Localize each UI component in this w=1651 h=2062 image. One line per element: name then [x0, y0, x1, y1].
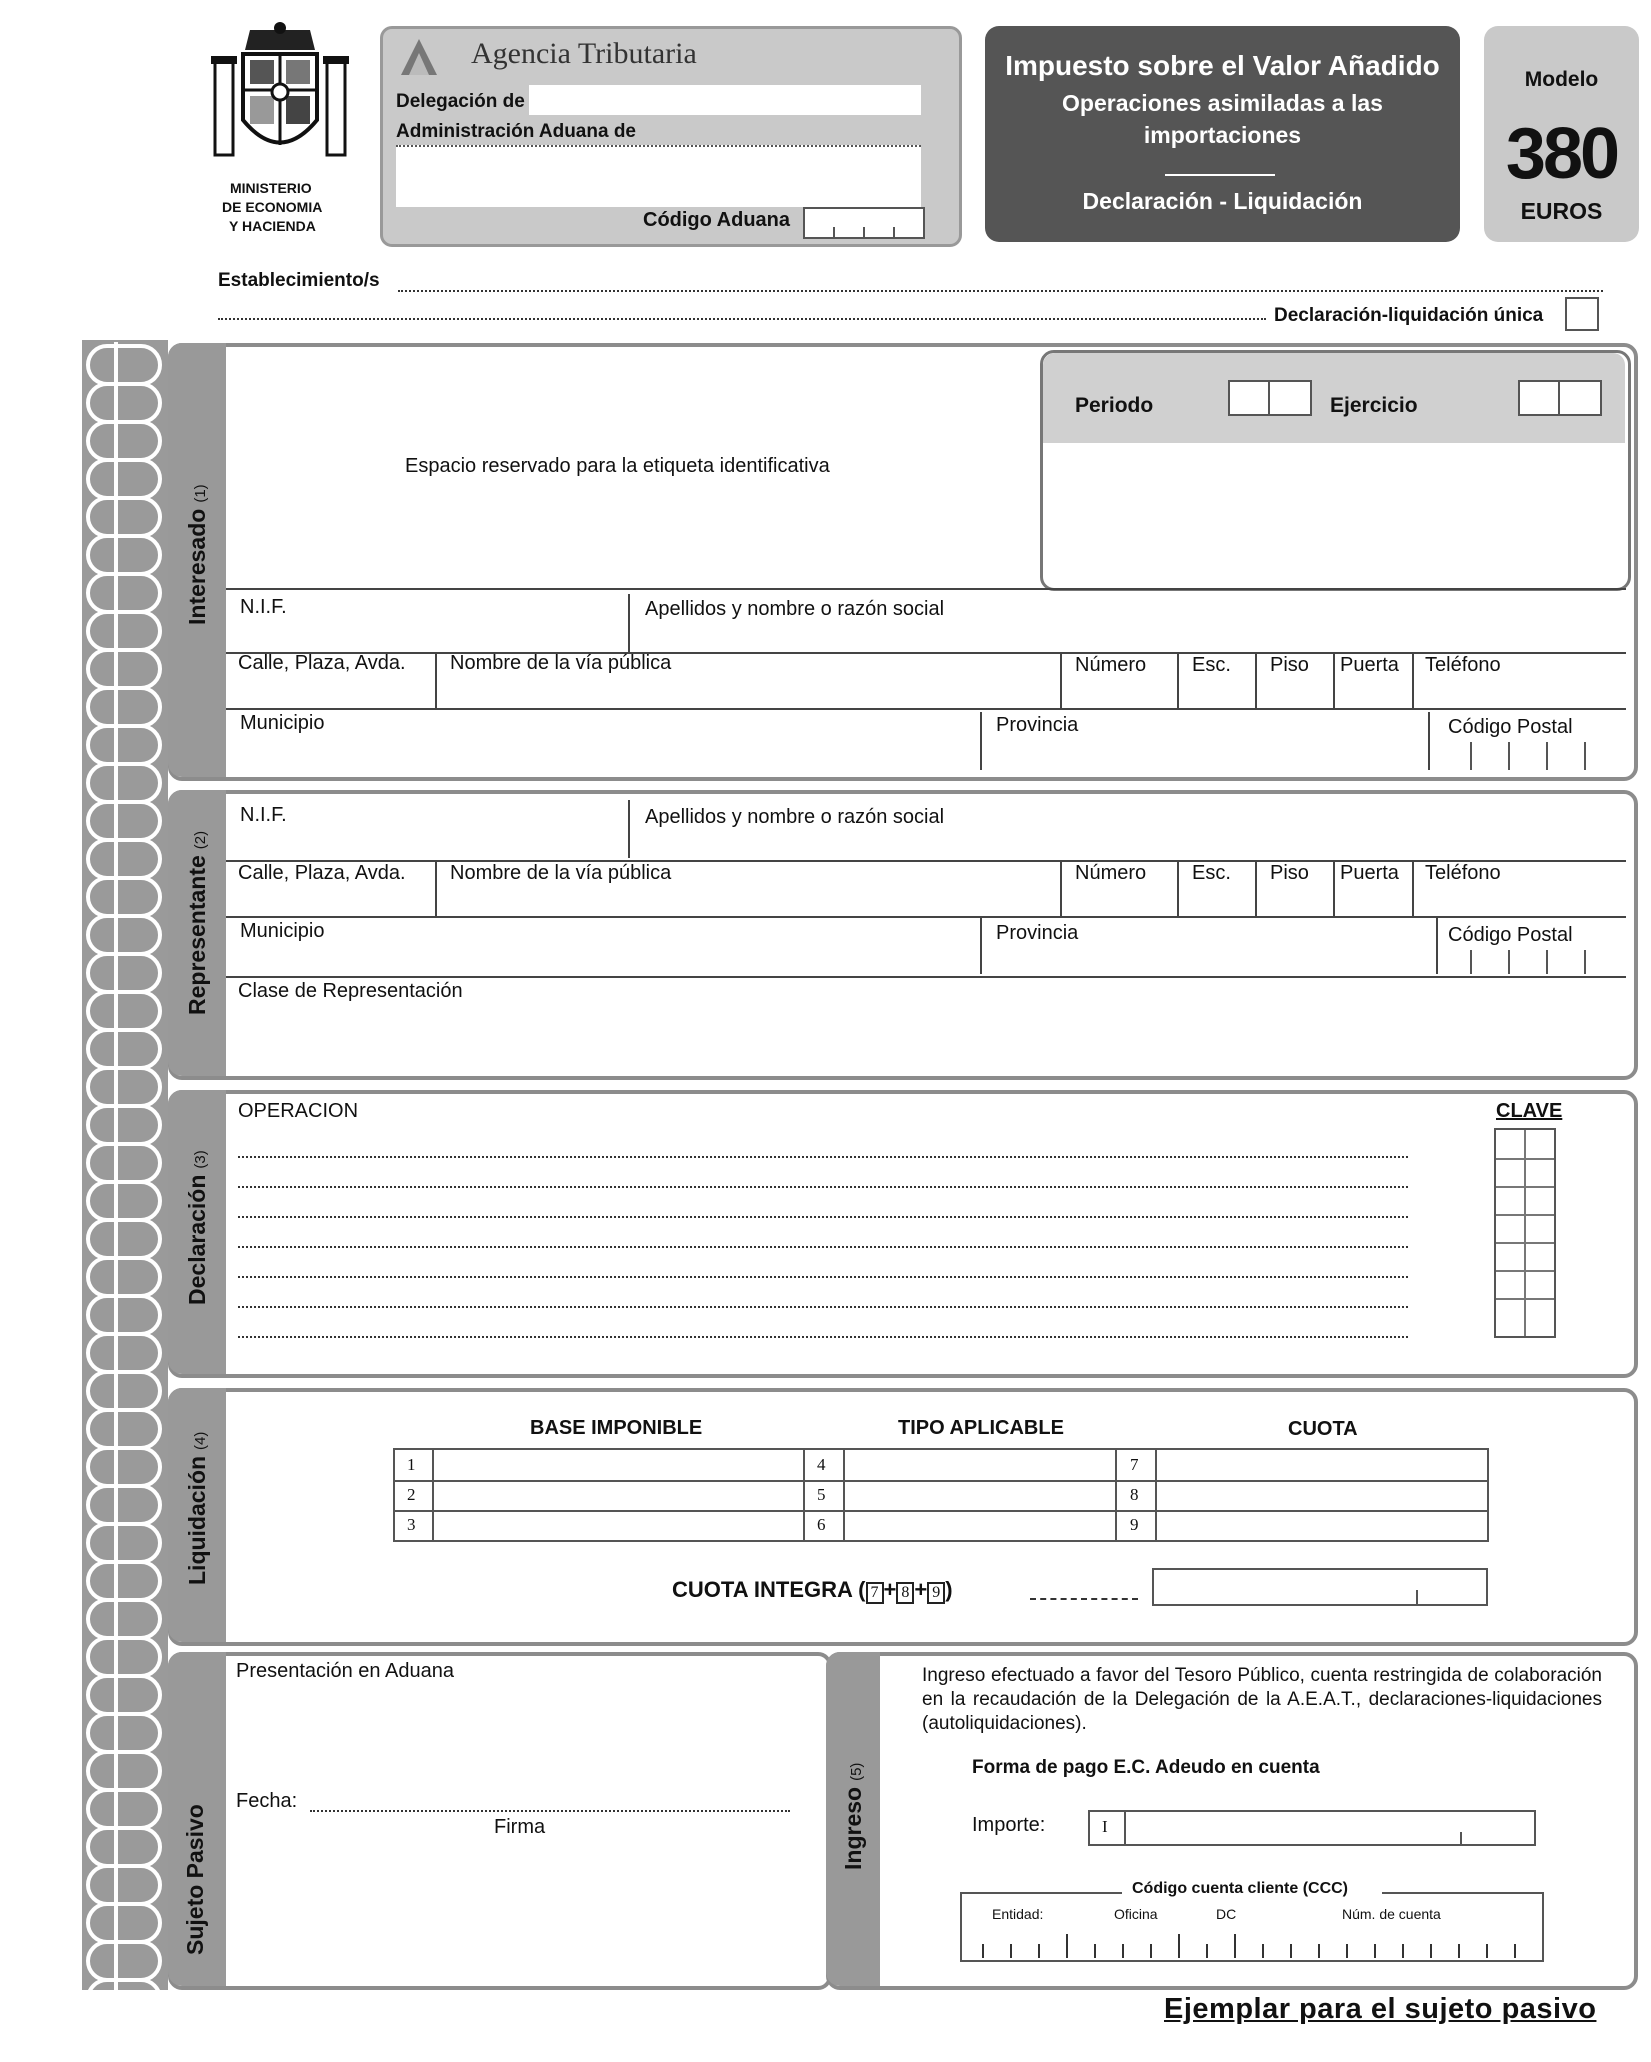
rep-via-label: Nombre de la vía pública: [450, 862, 672, 884]
decorative-loop: [86, 1446, 162, 1488]
rep-clase-label: Clase de Representación: [238, 980, 463, 1002]
codigo-aduana-label: Código Aduana: [643, 209, 791, 231]
base-num-3: 3: [407, 1515, 416, 1534]
clave-label: CLAVE: [1496, 1100, 1563, 1122]
tipo-num-6: 6: [817, 1515, 826, 1534]
operacion-line-4[interactable]: [238, 1230, 1408, 1248]
ccc-digit-tick: [1234, 1934, 1236, 1958]
operacion-line-3[interactable]: [238, 1200, 1408, 1218]
cuota-integra-label: CUOTA INTEGRA ( 7 + 8 + 9 ): [672, 1577, 953, 1602]
cuota-field-9[interactable]: [1157, 1512, 1483, 1538]
title-divider: [1165, 174, 1275, 176]
apellidos-label: Apellidos y nombre o razón social: [645, 598, 945, 620]
via-label: Nombre de la vía pública: [450, 652, 672, 674]
decorative-loop: [86, 1560, 162, 1602]
rep-provincia-label: Provincia: [996, 922, 1079, 944]
administracion-label: Administración Aduana de: [396, 121, 636, 142]
cuota-field-8[interactable]: [1157, 1482, 1483, 1508]
operacion-line-6[interactable]: [238, 1290, 1408, 1308]
cuota-num-7: 7: [1130, 1455, 1139, 1474]
footer-title: Ejemplar para el sujeto pasivo: [1164, 1993, 1597, 2025]
periodo-field[interactable]: [1228, 380, 1312, 416]
decorative-loop: [86, 1218, 162, 1260]
ccc-digit-tick: [1122, 1944, 1124, 1958]
ccc-digit-tick: [1318, 1944, 1320, 1958]
rep-codigo-postal-label: Código Postal: [1448, 924, 1573, 946]
ccc-digit-tick: [1150, 1944, 1152, 1958]
ccc-digit-tick: [1010, 1944, 1012, 1958]
decorative-loop: [86, 800, 162, 842]
establecimiento-field-2[interactable]: [218, 300, 1266, 320]
agency-box: [380, 26, 962, 247]
piso-label: Piso: [1270, 654, 1309, 676]
rep-apellidos-label: Apellidos y nombre o razón social: [645, 806, 945, 828]
ccc-title: Código cuenta cliente (CCC): [1132, 1880, 1349, 1897]
firma-label: Firma: [494, 1816, 546, 1838]
operacion-line-2[interactable]: [238, 1170, 1408, 1188]
base-field-2[interactable]: [435, 1482, 801, 1508]
importe-field[interactable]: [1088, 1810, 1536, 1846]
ccc-digit-tick: [1430, 1944, 1432, 1958]
agency-name: Agencia Tributaria: [471, 37, 697, 70]
ccc-digit-tick: [1262, 1944, 1264, 1958]
fecha-label: Fecha:: [236, 1790, 298, 1812]
decorative-loop: [86, 1826, 162, 1868]
interesado-side-label: Interesado(1): [184, 484, 210, 625]
ccc-digit-tick: [1206, 1944, 1208, 1958]
importe-prefix: I: [1102, 1817, 1108, 1836]
ccc-digit-tick: [1402, 1944, 1404, 1958]
rep-calle-label: Calle, Plaza, Avda.: [238, 862, 406, 884]
title-line-1: Impuesto sobre el Valor Añadido: [1005, 50, 1440, 81]
ccc-entidad-label: Entidad:: [992, 1906, 1044, 1922]
decorative-loop: [86, 534, 162, 576]
cuota-field-7[interactable]: [1157, 1452, 1483, 1478]
liquidacion-grid: [393, 1448, 1489, 1542]
establecimiento-field[interactable]: [398, 272, 1603, 292]
decorative-loop: [86, 1750, 162, 1792]
ccc-digit-tick: [1346, 1944, 1348, 1958]
tipo-field-6[interactable]: [845, 1512, 1113, 1538]
decorative-loop: [86, 1256, 162, 1298]
operacion-line-7[interactable]: [238, 1320, 1408, 1338]
ingreso-side-label: Ingreso(5): [840, 1762, 866, 1870]
ministry-line-2: DE ECONOMIA: [222, 199, 323, 215]
apellidos-field[interactable]: [645, 622, 1615, 650]
decorative-loop: [86, 1674, 162, 1716]
modelo-number: 380: [1505, 114, 1618, 194]
rep-numero-label: Número: [1075, 862, 1147, 884]
nif-label: N.I.F.: [240, 596, 287, 618]
presentacion-label: Presentación en Aduana: [236, 1660, 454, 1682]
municipio-label: Municipio: [240, 712, 325, 734]
etiqueta-text: Espacio reservado para la etiqueta identificativa: [405, 455, 830, 477]
decorative-loop: [86, 648, 162, 690]
sujeto-pasivo-side-label: Sujeto Pasivo: [182, 1804, 208, 1955]
rep-esc-label: Esc.: [1192, 862, 1231, 884]
rep-nif-field[interactable]: [240, 828, 620, 856]
decorative-loop: [86, 1066, 162, 1108]
decorative-loop: [86, 876, 162, 918]
decorative-loop: [86, 762, 162, 804]
decorative-loop: [86, 1978, 162, 1990]
administracion-field[interactable]: [396, 145, 921, 207]
ministry-line-1: MINISTERIO: [230, 180, 312, 196]
decorative-loop: [86, 1864, 162, 1906]
decorative-loop: [86, 1788, 162, 1830]
declaracion-side-label: Declaración(3): [184, 1150, 210, 1305]
ccc-digit-tick: [1094, 1944, 1096, 1958]
decorative-loop: [86, 572, 162, 614]
cuota-integra-leader: [1030, 1598, 1138, 1600]
calle-label: Calle, Plaza, Avda.: [238, 652, 406, 674]
delegacion-field[interactable]: [529, 85, 921, 115]
numero-label: Número: [1075, 654, 1147, 676]
title-line-2: Operaciones asimiladas a las: [1062, 90, 1383, 116]
modelo-currency: EUROS: [1520, 198, 1603, 224]
decorative-loop: [86, 914, 162, 956]
ccc-oficina-label: Oficina: [1114, 1906, 1158, 1922]
operacion-label: OPERACION: [238, 1100, 359, 1122]
tipo-field-4[interactable]: [845, 1452, 1113, 1478]
decorative-loop: [86, 420, 162, 462]
tipo-aplicable-header: TIPO APLICABLE: [898, 1417, 1064, 1439]
decorative-loop: [86, 458, 162, 500]
rep-puerta-label: Puerta: [1340, 862, 1399, 884]
municipio-field[interactable]: [240, 738, 970, 766]
decorative-loop: [86, 838, 162, 880]
decorative-loop: [86, 382, 162, 424]
ccc-dc-label: DC: [1216, 1906, 1237, 1922]
clave-field[interactable]: [1494, 1128, 1556, 1338]
declaracion-unica-checkbox[interactable]: [1565, 297, 1599, 331]
ccc-digit-tick: [1038, 1944, 1040, 1958]
base-field-1[interactable]: [435, 1452, 801, 1478]
base-imponible-header: BASE IMPONIBLE: [530, 1417, 703, 1439]
liquidacion-side-label: Liquidación(4): [184, 1431, 210, 1585]
modelo-label: Modelo: [1524, 68, 1599, 91]
forma-pago-label: Forma de pago E.C. Adeudo en cuenta: [972, 1757, 1320, 1778]
ccc-digit-tick: [982, 1944, 984, 1958]
decorative-loop: [86, 990, 162, 1032]
ccc-digit-tick: [1458, 1944, 1460, 1958]
operacion-line-1[interactable]: [238, 1140, 1408, 1158]
decorative-loop: [86, 1180, 162, 1222]
decorative-loop: [86, 344, 162, 386]
tipo-num-5: 5: [817, 1485, 826, 1504]
representante-side-label: Representante(2): [184, 830, 210, 1015]
decorative-loop: [86, 1712, 162, 1754]
rep-telefono-label: Teléfono: [1425, 862, 1501, 884]
establecimiento-label: Establecimiento/s: [218, 270, 380, 291]
decorative-loop: [86, 952, 162, 994]
agency-logo-icon: [399, 37, 439, 77]
ccc-numcuenta-label: Núm. de cuenta: [1342, 1906, 1441, 1922]
decorative-loop: [86, 1940, 162, 1982]
cuota-header: CUOTA: [1288, 1418, 1358, 1440]
base-num-1: 1: [407, 1455, 416, 1474]
cuota-num-9: 9: [1130, 1515, 1139, 1534]
via-field[interactable]: [450, 678, 1050, 704]
decorative-loop: [86, 1332, 162, 1374]
rep-clase-field[interactable]: [238, 1006, 1618, 1062]
rep-municipio-label: Municipio: [240, 920, 325, 942]
decorative-loop: [86, 610, 162, 652]
modelo-box: [1484, 26, 1639, 242]
ccc-digit-tick: [1290, 1944, 1292, 1958]
periodo-label: Periodo: [1075, 394, 1154, 417]
decorative-loop: [86, 1408, 162, 1450]
codigo-postal-label: Código Postal: [1448, 716, 1573, 738]
delegacion-label: Delegación de: [396, 91, 525, 112]
tipo-field-5[interactable]: [845, 1482, 1113, 1508]
ccc-box[interactable]: [960, 1892, 1544, 1962]
decorative-loop: [86, 1598, 162, 1640]
base-num-2: 2: [407, 1485, 416, 1504]
operacion-line-5[interactable]: [238, 1260, 1408, 1278]
provincia-label: Provincia: [996, 714, 1079, 736]
coat-of-arms-icon: [205, 20, 355, 170]
telefono-label: Teléfono: [1425, 654, 1501, 676]
decorative-loop: [86, 1636, 162, 1678]
title-line-3: importaciones: [1143, 122, 1302, 148]
ingreso-text: Ingreso efectuado a favor del Tesoro Público, cuenta restringida de colaboración en la recaudación de la Delegación de la A.E.A.T., declaraciones-liquidaciones (autoliquidaciones).: [922, 1665, 1602, 1734]
decorative-side-strip: [82, 340, 168, 1990]
ccc-digit-tick: [1374, 1944, 1376, 1958]
title-line-4: Declaración - Liquidación: [1082, 188, 1363, 214]
nif-field[interactable]: [240, 620, 620, 648]
puerta-label: Puerta: [1340, 654, 1399, 676]
ministry-line-3: Y HACIENDA: [229, 218, 316, 234]
rep-codigo-postal-field[interactable]: [1440, 948, 1620, 974]
importe-label: Importe:: [972, 1814, 1046, 1836]
ccc-digit-tick: [1066, 1934, 1068, 1958]
decorative-loop: [86, 1294, 162, 1336]
decorative-loop: [86, 1484, 162, 1526]
cuota-integra-field[interactable]: [1152, 1568, 1488, 1606]
decorative-loop: [86, 686, 162, 728]
ccc-digit-tick: [1486, 1944, 1488, 1958]
decorative-loop: [86, 1142, 162, 1184]
ccc-digit-tick: [1514, 1944, 1516, 1958]
decorative-loop: [86, 496, 162, 538]
rep-nif-label: N.I.F.: [240, 804, 287, 826]
declaracion-unica-label: Declaración-liquidación única: [1274, 305, 1544, 326]
ejercicio-label: Ejercicio: [1330, 394, 1418, 417]
rep-municipio-field[interactable]: [240, 944, 970, 972]
ejercicio-field[interactable]: [1518, 380, 1602, 416]
decorative-loop: [86, 724, 162, 766]
base-field-3[interactable]: [435, 1512, 801, 1538]
rep-apellidos-field[interactable]: [645, 830, 1615, 858]
rep-piso-label: Piso: [1270, 862, 1309, 884]
codigo-postal-field[interactable]: [1440, 740, 1620, 770]
decorative-loop: [86, 1522, 162, 1564]
decorative-loop: [86, 1902, 162, 1944]
decorative-loop: [86, 1104, 162, 1146]
esc-label: Esc.: [1192, 654, 1231, 676]
rep-via-field[interactable]: [450, 888, 1050, 914]
decorative-loop: [86, 1028, 162, 1070]
decorative-loop: [86, 1370, 162, 1412]
codigo-aduana-field[interactable]: [803, 207, 925, 239]
ccc-digit-tick: [1178, 1934, 1180, 1958]
fecha-field[interactable]: [310, 1794, 790, 1812]
cuota-num-8: 8: [1130, 1485, 1139, 1504]
tipo-num-4: 4: [817, 1455, 826, 1474]
title-box: [985, 26, 1460, 242]
